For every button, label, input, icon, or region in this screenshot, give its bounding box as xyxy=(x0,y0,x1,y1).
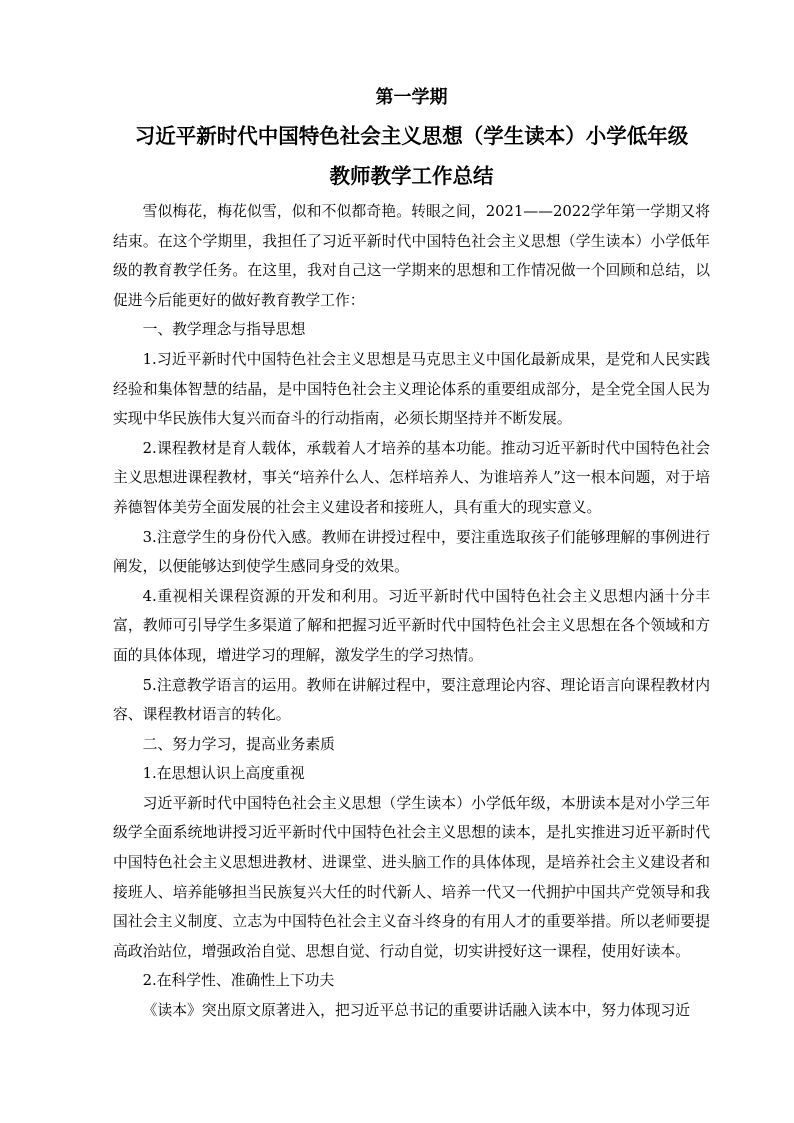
point-1-4: 4.重视相关课程资源的开发和利用。习近平新时代中国特色社会主义思想内涵十分丰富，教师可引导学生多渠道了解和把握习近平新时代中国特色社会主义思想在各个领域和方面的具体体现，增进学习的理解，激发学生的学习热情。 xyxy=(113,587,710,664)
section-heading-2: 二、努力学习，提高业务素质 xyxy=(142,735,335,753)
intro-paragraph: 雪似梅花，梅花似雪，似和不似都奇艳。转眼之间，2021——2022学年第一学期又将结束。在这个学期里，我担任了习近平新时代中国特色社会主义思想（学生读本）小学低年级的教育教学任务。在这里，我对自己这一学期来的思想和工作情况做一个回顾和总结，以促进今后能更好的做好教育教学工作： xyxy=(113,203,710,309)
section-heading-1: 一、教学理念与指导思想 xyxy=(142,321,306,339)
subheading-2-2: 2.在科学性、准确性上下功夫 xyxy=(142,972,335,990)
document-body xyxy=(113,84,710,1026)
document-title-line-2: 教师教学工作总结 xyxy=(329,164,494,188)
semester-heading: 第一学期 xyxy=(375,87,448,108)
point-1-5: 5.注意教学语言的运用。教师在讲解过程中，要注意理论内容、理论语言向课程教材内容、课程教材语言的转化。 xyxy=(113,676,710,724)
point-1-1: 1.习近平新时代中国特色社会主义思想是马克思主义中国化最新成果，是党和人民实践经验和集体智慧的结晶，是中国特色社会主义理论体系的重要组成部分，是全党全国人民为实现中华民族伟大复兴而奋斗的行动指南，必须长期坚持并不断发展。 xyxy=(113,350,710,428)
paragraph-2-1: 习近平新时代中国特色社会主义思想（学生读本）小学低年级，本册读本是对小学三年级学全面系统地讲授习近平新时代中国特色社会主义思想的读本，是扎实推进习近平新时代中国特色社会主义思想进教材、进课堂、进头脑工作的具体体现，是培养社会主义建设者和接班人、培养能够担当民族复兴大任的时代新人、培养一代又一代拥护中国共产党领导和我国社会主义制度、立志为中国特色社会主义奋斗终身的有用人才的重要举措。所以老师要提高政治站位，增强政治自觉、思想自觉、行动自觉，切实讲授好这一课程，使用好读本。 xyxy=(113,794,710,960)
subheading-2-1: 1.在思想认识上高度重视 xyxy=(142,765,305,783)
document-title-line-1: 习近平新时代中国特色社会主义思想（学生读本）小学低年级 xyxy=(134,124,689,148)
paragraph-2-2: 《读本》突出原文原著进入，把习近平总书记的重要讲话融入读本中，努力体现习近 xyxy=(142,1002,691,1020)
point-1-2: 2.课程教材是育人载体，承载着人才培养的基本功能。推动习近平新时代中国特色社会主义思想进课程教材，事关“培养什么人、怎样培养人、为谁培养人”这一根本问题，对于培养德智体美劳全面发展的社会主义建设者和接班人，具有重大的现实意义。 xyxy=(113,439,710,516)
point-1-3: 3.注意学生的身份代入感。教师在讲授过程中，要注重选取孩子们能够理解的事例进行阐发，以便能够达到使学生感同身受的效果。 xyxy=(113,528,710,576)
